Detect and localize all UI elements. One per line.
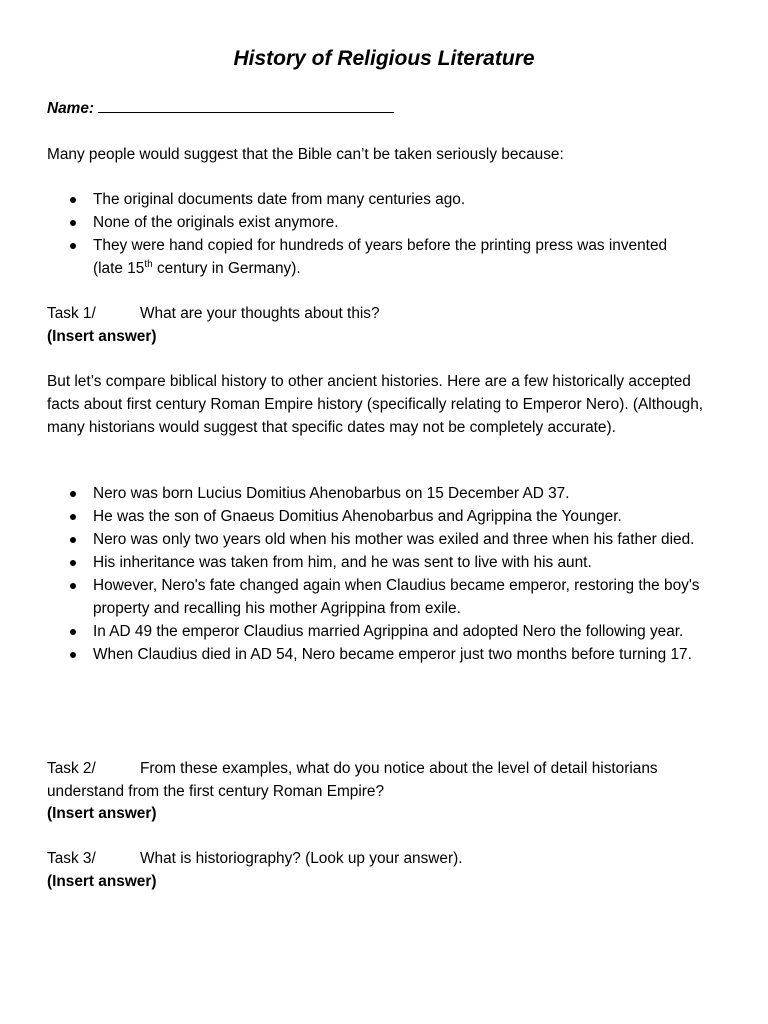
name-field-row: [47, 97, 394, 120]
bullet-icon: [70, 560, 76, 566]
task-2-question: Task 2/ From these examples, what do you notice about the level of detail historians understand from the first century Roman Empire?: [47, 757, 727, 803]
task-3-answer[interactable]: (Insert answer): [47, 873, 157, 890]
name-blank-line[interactable]: [98, 98, 394, 113]
task-1-question: Task 1/ What are your thoughts about this?: [47, 302, 380, 325]
bullet-icon: [70, 197, 76, 203]
list-item: Nero was only two years old when his mother was exiled and three when his father died.: [0, 528, 723, 551]
list-item: None of the originals exist anymore.: [0, 211, 723, 234]
list-item: When Claudius died in AD 54, Nero became emperor just two months before turning 17.: [0, 643, 723, 666]
bullet-icon: [70, 537, 76, 543]
name-label: Name:: [47, 100, 95, 117]
task-3-label: Task 3/: [47, 850, 96, 867]
bullet-icon: [70, 220, 76, 226]
list-item: However, Nero's fate changed again when Claudius became emperor, restoring the boy's property and recalling his mother Agrippina from exile.: [0, 574, 723, 620]
bible-concerns-list: [0, 188, 768, 280]
bullet-icon: [70, 652, 76, 658]
nero-intro-paragraph: But let’s compare biblical history to other ancient histories. Here are a few historically accepted facts about first century Roman Empire history (specifically relating to Emperor Nero). (Although, many historians would suggest that specific dates may not be completely accurate).: [47, 373, 704, 436]
nero-facts-list: [0, 482, 768, 666]
bullet-icon: [70, 583, 76, 589]
list-item: In AD 49 the emperor Claudius married Agrippina and adopted Nero the following year.: [0, 620, 723, 643]
task-3-question: Task 3/ What is historiography? (Look up your answer).: [47, 847, 463, 870]
task-1-label: Task 1/: [47, 305, 96, 322]
bullet-icon: [70, 629, 76, 635]
list-item: His inheritance was taken from him, and he was sent to live with his aunt.: [0, 551, 723, 574]
intro-paragraph: Many people would suggest that the Bible can’t be taken seriously because:: [47, 146, 564, 163]
list-item: They were hand copied for hundreds of years before the printing press was invented (late 15th century in Germany).: [0, 234, 723, 280]
list-item: The original documents date from many centuries ago.: [0, 188, 723, 211]
bullet-icon: [70, 243, 76, 249]
bullet-icon: [70, 514, 76, 520]
task-2-label: Task 2/: [47, 760, 96, 777]
list-item-continuation: (late 15th century in Germany).: [93, 259, 301, 277]
list-item: Nero was born Lucius Domitius Ahenobarbus on 15 December AD 37.: [0, 482, 723, 505]
task-1-answer[interactable]: (Insert answer): [47, 328, 157, 345]
task-2-answer[interactable]: (Insert answer): [47, 805, 157, 822]
list-item: He was the son of Gnaeus Domitius Ahenobarbus and Agrippina the Younger.: [0, 505, 723, 528]
page-title: History of Religious Literature: [233, 47, 535, 70]
bullet-icon: [70, 491, 76, 497]
